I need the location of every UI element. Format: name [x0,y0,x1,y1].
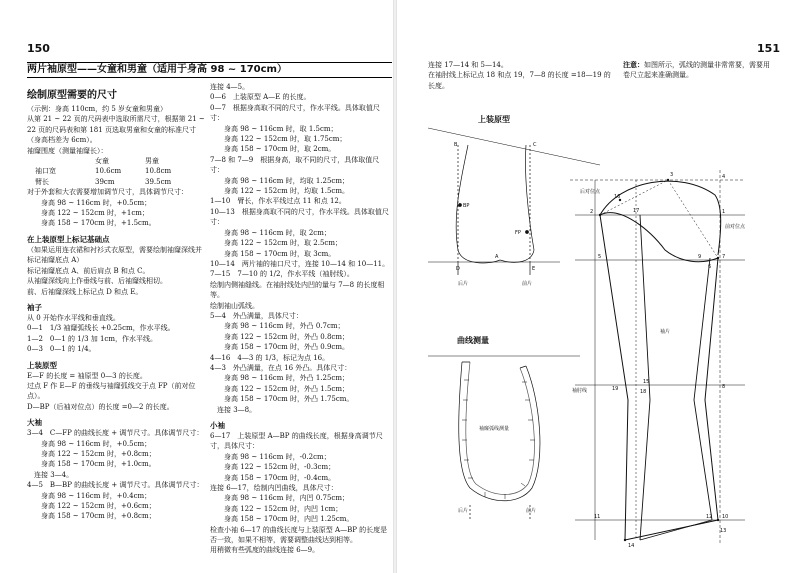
bodice-front-label: 前片 [522,281,533,287]
paragraph: 身高 158 ~ 170cm 时，取 3cm。 [224,249,336,258]
size-table-cell: 男童 [145,157,159,166]
svg-text:13: 13 [720,528,727,534]
curve-title: 曲线测量 [457,336,489,345]
paragraph: 身高 122 ~ 152cm 时，+0.8cm； [41,449,156,458]
paragraph: 0—3 0—1 的 1/4。 [27,345,96,354]
curve-back-label: 后片 [458,508,469,514]
paragraph: 身高 158 ~ 170cm 时，外凸 0.9cm。 [224,343,349,352]
svg-text:8: 8 [722,384,726,390]
svg-text:C: C [533,142,537,148]
front-notch-label: 前对位点 [725,224,746,230]
section-heading: 在上装原型上标记基础点 [27,234,110,244]
svg-text:17: 17 [633,208,640,214]
top-text-line: 在袖肘线上标记点 18 和点 19，7—8 的长度 =18—19 的长度。 [428,71,611,90]
paragraph: D—BP（后袖对位点）的长度 =0—2 的长度。 [27,402,174,411]
paragraph: 连接 6—17，绘制内凹曲线，具体尺寸： [210,484,338,493]
paragraph: 身高 158 ~ 170cm 时，外凸 1.75cm。 [224,395,354,404]
paragraph: 身高 98 ~ 116cm 时，+0.5cm； [41,198,152,207]
svg-text:1: 1 [722,209,726,215]
size-table-cell: 10.6cm [95,167,122,176]
svg-text:18: 18 [640,389,647,395]
svg-text:3: 3 [670,172,674,178]
curve-measure-diagram [428,335,580,520]
svg-text:E: E [532,266,536,272]
paragraph: 0—1 1/3 袖窿弧线长 +0.25cm，作水平线。 [27,324,175,333]
paragraph: 0—7 根据身高取不同的尺寸，作水平线。具体取值尺寸： [210,103,380,123]
curve-front-label: 前片 [526,508,537,514]
note-label: 注意： [623,61,644,69]
paragraph: 身高 122 ~ 152cm 时，外凸 0.8cm； [224,332,349,341]
note-text: 如图所示，弧线的测量非常常要，需要用卷尺立起来准确测量。 [623,61,770,80]
paragraph: 1—2 0—1 的 1/3 加 1cm，作水平线。 [27,334,157,343]
paragraph: 连接 4—5。 [210,83,250,91]
paragraph: 身高 98 ~ 116cm 时，外凸 1.25cm； [224,374,349,383]
size-table-cell: 39cm [95,177,115,186]
paragraph: 身高 158 ~ 170cm 时，+1.5cm。 [41,219,156,228]
paragraph: 4—5 B—BP 的曲线长度 + 调节尺寸。具体调节尺寸： [27,481,204,490]
bodice-diagram [428,114,600,287]
svg-text:9: 9 [698,254,702,260]
size-table-cell: 39.5cm [145,177,172,186]
paragraph: 身高 98 ~ 116cm 时，-0.2cm； [224,452,331,461]
svg-text:14: 14 [628,543,635,549]
svg-text:A: A [495,254,499,260]
sleeve-draft [570,170,746,549]
paragraph: 身高 158 ~ 170cm 时，+0.8cm； [41,512,156,521]
paragraph: 检查小袖 6—17 的曲线长度与上装原型 A—BP 的长度是否一致，如果不相等，需要调整曲线达到相等。 [210,525,388,545]
section-heading: 小袖 [210,421,225,430]
paragraph: 身高 98 ~ 116cm 时，+0.4cm； [41,491,152,500]
paragraph: E—F 的长度 = 袖原型 0—3 的长度。 [27,371,147,380]
paragraph: （如果运用连衣裙和衬衫式衣原型，需要绘制袖窿深线并标记袖窿底点 A） [27,245,202,265]
svg-text:4: 4 [722,174,726,180]
paragraph: 7—15 7—10 的 1/2，作水平线（袖肘线）。 [210,270,354,279]
svg-text:D: D [456,266,460,272]
paragraph: 身高 98 ~ 116cm 时，取 1.5cm； [224,124,338,133]
svg-text:19: 19 [612,386,619,392]
svg-text:2: 2 [590,209,594,215]
paragraph: 10—13 根据身高取不同的尺寸，作水平线。具体取值尺寸： [210,207,389,227]
section-heading: 绘制原型需要的尺寸 [27,90,117,101]
svg-text:10: 10 [722,514,729,520]
paragraph: 身高 98 ~ 116cm 时，内凹 0.75cm； [224,494,349,503]
paragraph: 身高 98 ~ 116cm 时，+0.5cm； [41,439,152,448]
paragraph: 身高 122 ~ 152cm 时，+0.6cm； [41,502,156,510]
paragraph: 身高 158 ~ 170cm 时，取 2cm。 [224,145,336,154]
paragraph: 绘制内侧袖缝线。在袖肘线处内凹的量与 7—8 的长度相等。 [210,280,385,300]
size-table-cell: 女童 [95,157,109,166]
section-heading: 大袖 [27,418,42,428]
paragraph: 用稍微有些弧度的曲线连接 6—9。 [210,546,320,555]
paragraph: 身高 122 ~ 152cm 时，均取 1.5cm。 [224,187,349,196]
section-heading: 袖子 [27,302,42,312]
size-table-cell: 臂长 [35,177,49,186]
section-heading: 上装原型 [27,360,57,370]
paragraph: 身高 122 ~ 152cm 时，取 2.5cm； [224,239,342,248]
curve-inner-label: 袖窿弧线测量 [479,426,510,432]
bodice-back-label: 后片 [458,281,469,287]
paragraph: 5—4 外凸满量，具体尺寸： [210,311,303,320]
paragraph: 7—8 和 7—9 根据身高，取不同的尺寸，具体取值尺寸： [210,155,380,175]
top-text-line: 连接 17—14 和 5—14。 [428,61,508,69]
paragraph: 身高 122 ~ 152cm 时，外凸 1.5cm； [224,384,349,393]
back-notch-label: 后对位点 [580,189,601,195]
svg-text:B: B [454,142,458,148]
svg-text:11: 11 [594,514,601,520]
svg-text:BP: BP [463,203,470,209]
paragraph: 袖窿围度（测量袖窿长）： [27,146,108,155]
paragraph: 身高 122 ~ 152cm 时，-0.3cm； [224,463,336,472]
paragraph: 1—10 臂长，作水平线过点 11 和点 12。 [210,197,346,206]
svg-text:6: 6 [708,264,712,270]
paragraph: 过点 F 作 E—F 的垂线与袖窿弧线交于点 FP（前对位点）。 [27,381,196,401]
large-sleeve-label: 袖片 [660,329,671,335]
section-title: 两片袖原型——女童和男童（适用于身高 98 ~ 170cm） [27,62,392,78]
elbow-line-label: 袖肘线 [572,388,588,394]
paragraph: 连接 3—8。 [217,405,257,414]
svg-text:12: 12 [706,514,713,520]
paragraph: 6—17 上装原型 A—BP 的曲线长度，根据身高调节尺寸，具体尺寸： [210,432,383,451]
paragraph: 身高 158 ~ 170cm 时，内凹 1.25cm。 [224,515,354,524]
paragraph: 身高 98 ~ 116cm 时，取 2cm； [224,228,331,237]
svg-text:5: 5 [598,254,602,260]
paragraph: 绘制袖山弧线。 [210,301,259,310]
paragraph: 从第 21 ~ 22 页的尺码表中选取所需尺寸，根据第 21 ~ 22 页的尺码表和第 181 页选取男童和女童的标准尺寸（身高档差为 6cm）。 [27,115,205,145]
paragraph: 身高 98 ~ 116cm 时，外凸 0.7cm； [224,322,345,331]
size-table-cell: 袖口宽 [35,167,56,176]
size-table-cell: 10.8cm [145,167,172,176]
paragraph: 4—3 外凸满量，在点 16 外凸。具体尺寸： [210,363,352,372]
paragraph: 从 0 开始作水平线和垂直线。 [27,313,120,322]
bodice-title: 上装原型 [478,115,510,124]
paragraph: 4—16 4—3 的 1/3，标记为点 16。 [210,353,330,362]
paragraph: 从袖窿深线向上作垂线与前、后袖窿线相切。 [27,277,167,286]
paragraph: 3—4 C—FP 的曲线长度 + 调节尺寸。具体调节尺寸： [27,429,204,438]
paragraph: 身高 122 ~ 152cm 时，取 1.75cm； [224,135,347,144]
paragraph: 身高 158 ~ 170cm 时，+1.0cm。 [41,460,156,469]
page-number-right: 151 [757,42,780,55]
paragraph: 身高 158 ~ 170cm 时，-0.4cm。 [224,473,336,482]
paragraph: 标记袖窿底点 A、前后肩点 B 和点 C。 [27,266,150,275]
paragraph: 前、后袖窿深线上标记点 D 和点 E。 [27,287,143,296]
paragraph: 10—14 两片袖的袖口尺寸，连接 10—14 和 10—11。 [210,259,390,268]
paragraph: 身高 122 ~ 152cm 时，+1cm； [41,209,149,218]
paragraph: 身高 122 ~ 152cm 时，内凹 1cm； [224,504,343,513]
paragraph: 连接 3—4。 [34,470,74,479]
svg-text:16: 16 [614,194,621,200]
paragraph: 对于外套和大衣需要增加调节尺寸，具体调节尺寸： [27,188,188,197]
paragraph: 0—6 上装原型 A—E 的长度。 [210,93,311,102]
svg-text:7: 7 [722,254,726,260]
page-number-left: 150 [27,42,50,55]
paragraph: （示例：身高 110cm，约 5 岁女童和男童） [27,105,168,113]
svg-text:FP: FP [515,230,521,236]
svg-text:15: 15 [643,379,650,385]
paragraph: 身高 98 ~ 116cm 时，均取 1.25cm； [224,176,349,185]
